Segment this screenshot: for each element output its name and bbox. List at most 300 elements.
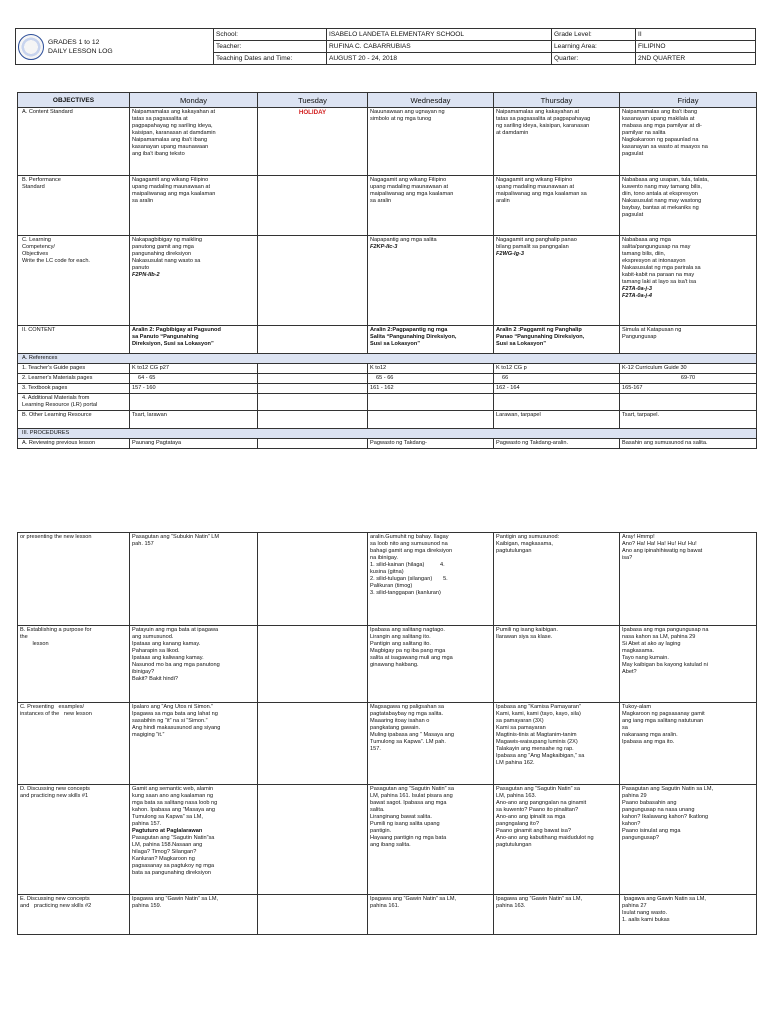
- area-label: Learning Area:: [552, 41, 636, 53]
- cell-thu: Larawan, tarpapel: [494, 411, 620, 429]
- cell-fri: Tsart, tarpapel.: [620, 411, 757, 429]
- competency-wed-text: [370, 237, 491, 244]
- cell-fri: [620, 326, 757, 354]
- text-line: upang madaling maunawaan at: [370, 184, 449, 190]
- table-row: [18, 411, 757, 429]
- text-line: Ilarawan siya sa klase.: [496, 634, 553, 640]
- text-line: Nakasusulat ng mga parirala sa: [622, 265, 701, 271]
- text-line: ang iba't ibang teksto: [132, 151, 185, 157]
- text-line: magiging “it.”: [132, 732, 165, 738]
- cell-tue: [258, 785, 368, 895]
- cell-tue: [258, 384, 368, 394]
- text-line: Nagagamit ang panghalip panao: [496, 237, 577, 243]
- area-value: FILIPINO: [636, 41, 756, 53]
- text-line: at damdamin: [496, 130, 529, 136]
- table-row: [18, 703, 757, 785]
- text-line: and practicing new skills #1: [20, 793, 89, 799]
- text-line: Bakit? Bakit hindi?: [132, 676, 179, 682]
- text-line: tatas sa pagsasalita at: [132, 116, 188, 122]
- text-line: sa aralin: [132, 198, 154, 204]
- quarter-label: Quarter:: [552, 53, 636, 65]
- text-line: hilaga? Timog? Silangan?: [132, 849, 197, 855]
- row-label: [18, 236, 130, 326]
- text-line: sa kuwento? Paano ito pinalitan?: [496, 807, 579, 813]
- cell-wed: 161 - 162: [368, 384, 494, 394]
- text-line: kasanayan sa wasto at maayos na: [622, 144, 708, 150]
- text-line: Nagagamit ang wikang Filipino: [370, 177, 447, 183]
- text-line: ang sumusunod.: [132, 634, 174, 640]
- text-line: ginawang hakbang.: [370, 662, 419, 668]
- cell-mon: [130, 626, 258, 703]
- competency-fri-text: [622, 237, 754, 286]
- text-line: aralin.Gumuhit ng bahay. Ilagay: [370, 534, 449, 540]
- text-line: Standard: [22, 184, 45, 190]
- text-line: Aralin 2:Pagpapantig ng mga: [370, 327, 448, 333]
- text-line: pangkatang gawain.: [370, 725, 421, 731]
- lc-code: F2WG-Ig-3: [496, 251, 524, 257]
- text-line: Ang hindi makasusunod ang siyang: [132, 725, 221, 731]
- col-friday: Friday: [620, 93, 757, 108]
- row-label: or presenting the new lesson: [18, 533, 130, 626]
- cell-mon: [130, 533, 258, 626]
- table-row: [18, 364, 757, 374]
- text-line: baybay, bantas at mekaniks ng: [622, 205, 699, 211]
- text-line: the: [20, 634, 28, 640]
- table-row: [18, 394, 757, 411]
- cell-fri: [620, 533, 757, 626]
- text-line: Naipamamalas ang kakayahan at: [132, 109, 216, 115]
- text-line: Ipabasa ang “Kamisa Pamayaran”: [496, 704, 581, 710]
- text-line: pantigin.: [370, 828, 392, 834]
- cell-tue: [258, 374, 368, 384]
- cell-thu: [494, 785, 620, 895]
- cell-wed: [368, 236, 494, 326]
- text-line: Pantigin ang salitang ito.: [370, 641, 431, 647]
- cell-mon: [130, 895, 258, 935]
- header-logo-cell: [16, 29, 214, 65]
- text-line: Competency/: [22, 244, 55, 250]
- text-line: Direksiyon, Susi sa Lokasyon”: [132, 341, 214, 347]
- cell-wed: [368, 785, 494, 895]
- text-line: Ipagawa sa mga bata ang lahat ng: [132, 711, 218, 717]
- cell-fri: [620, 626, 757, 703]
- row-label: [18, 394, 130, 411]
- text-line: Nagkakaroon ng papaunlad na: [622, 137, 699, 143]
- text-line: Nababasa ang mga: [622, 237, 671, 243]
- cell-tue: [258, 703, 368, 785]
- text-line: C. Learning: [22, 237, 51, 243]
- cell-fri: [620, 176, 757, 236]
- col-wednesday: Wednesday: [368, 93, 494, 108]
- text-line: Kaibigan, magkasama,: [496, 541, 553, 547]
- text-line: Ipalaro ang “Ang Utos ni Simon.”: [132, 704, 214, 710]
- text-line: pah. 157: [132, 541, 154, 547]
- cell-mon: [130, 703, 258, 785]
- text-line: LM pahina 162.: [496, 760, 535, 766]
- cell-wed: [368, 411, 494, 429]
- text-line: Pantigin ang sumusunod:: [496, 534, 560, 540]
- text-line: pagpapahayag ng sariling ideya,: [132, 123, 213, 129]
- cell-fri: [620, 394, 757, 411]
- text-line: Pasagutan ang “Subukin Natin” LM: [132, 534, 220, 540]
- cell-mon: [130, 785, 258, 895]
- text-line: Ano? Ha! Ha! Ha! Hu! Hu! Hu!: [622, 541, 697, 547]
- text-line: Nakasusulat nang wasto sa: [132, 258, 201, 264]
- cell-mon: [130, 108, 258, 176]
- text-line: kaisipan, karanasan at damdamin: [132, 130, 216, 136]
- text-line: Pangungusap: [622, 334, 657, 340]
- content-standard-label: A. Content Standard: [22, 109, 73, 115]
- cell-tue: [258, 176, 368, 236]
- text-line: Ipagawa ang “Gawin Natin” sa LM,: [496, 896, 583, 902]
- text-line: bata sa pangunahing direksiyon: [132, 870, 211, 876]
- text-line: simbolo at ng mga tunog: [370, 116, 432, 122]
- text-line: Palikuran (timog): [370, 583, 413, 589]
- cell-tue: [258, 411, 368, 429]
- text-line: tamang bilis, diin,: [622, 251, 666, 257]
- table-row: [18, 384, 757, 394]
- cell-fri: [620, 785, 757, 895]
- text-line: sa: [622, 725, 628, 731]
- text-line: sa aralin: [370, 198, 392, 204]
- discussing1-mon-text: [132, 786, 255, 828]
- teacher-label: Teacher:: [214, 41, 327, 53]
- text-line: Pasagutan ang “Sagutin Natin”sa: [132, 835, 215, 841]
- cell-thu: [494, 394, 620, 411]
- text-line: Susi sa Lokasyon”: [370, 341, 421, 347]
- text-line: C. Presenting examples/: [20, 704, 85, 710]
- text-line: aralin: [496, 198, 510, 204]
- text-line: Panao “Pangunahing Direksiyon,: [496, 334, 585, 340]
- cell-wed: Pagwasto ng Takdang-: [368, 439, 494, 449]
- row-label: [18, 626, 130, 703]
- cell-mon: [130, 176, 258, 236]
- text-line: Paharapin sa likod.: [132, 648, 180, 654]
- text-line: pagsulat: [622, 151, 644, 157]
- text-line: kabit-kabit na paraan na may: [622, 272, 695, 278]
- text-line: Aray! Hmmp!: [622, 534, 655, 540]
- text-line: Ano-ano ang pangngalan na ginamit: [496, 800, 587, 806]
- text-line: Susi sa Lokasyon”: [496, 341, 547, 347]
- cell-tue: [258, 394, 368, 411]
- text-line: Ipagawa ang Gawin Natin sa LM,: [622, 896, 706, 902]
- text-line: pagtutulungan: [496, 548, 532, 554]
- row-label: A. Reviewing previous lesson: [18, 439, 130, 449]
- text-line: kahon? Ikalawang kahon? Ikatlong: [622, 814, 709, 820]
- lc-code: F2PN-IIb-2: [132, 272, 160, 278]
- header-title-line2: DAILY LESSON LOG: [48, 47, 113, 55]
- text-line: pangungusap?: [622, 835, 660, 841]
- text-line: kung saan ano ang kaalaman ng: [132, 793, 214, 799]
- text-line: Nauunawaan ang ugnayan ng: [370, 109, 445, 115]
- text-line: 4. Additional Materials from: [22, 395, 90, 401]
- table-row: [18, 785, 757, 895]
- text-line: Si Abet at ako ay laging: [622, 641, 681, 647]
- text-line: B. Establishing a purpose for: [20, 627, 92, 633]
- cell-wed: [368, 176, 494, 236]
- text-line: Napapantig ang mga salita: [370, 237, 437, 243]
- text-line: Patayuin ang mga bata at ipagawa: [132, 627, 219, 633]
- text-line: Pasagutan ang “Sagutin Natin” sa: [370, 786, 454, 792]
- school-label: School:: [214, 29, 327, 41]
- discussing1-mon-heading: Pagtuturo at Paglalarawan: [132, 828, 203, 834]
- text-line: Magawis-waisupang luminis (2X): [496, 739, 578, 745]
- text-line: Maaaring itoay isahan o: [370, 718, 430, 724]
- cell-mon: [130, 394, 258, 411]
- text-line: 3. silid-tanggapan (kanluran): [370, 590, 441, 596]
- text-line: Write the LC code for each.: [22, 258, 90, 264]
- text-line: Magtinis-tinis at Magtanim-tanim: [496, 732, 577, 738]
- cell-thu: Pagwasto ng Takdang-aralin.: [494, 439, 620, 449]
- text-line: kahon?: [622, 821, 641, 827]
- text-line: Tumulong sa Kapwa”. LM pah.: [370, 739, 446, 745]
- text-line: Magsagawa ng paligsahan sa: [370, 704, 445, 710]
- text-line: 1. silid-kainan (hilaga) 4.: [370, 562, 445, 568]
- text-line: Tumulong sa Kapwa” sa LM,: [132, 814, 203, 820]
- cell-thu: [494, 326, 620, 354]
- text-line: Tayo nang kumain.: [622, 655, 669, 661]
- cell-thu: 66: [494, 374, 620, 384]
- text-line: salita.: [370, 807, 385, 813]
- text-line: and practicing new skills #2: [20, 903, 92, 909]
- text-line: Simula at Katapusan ng: [622, 327, 682, 333]
- cell-fri: Basahin ang sumusunod na salita.: [620, 439, 757, 449]
- text-line: sasabihin ng “it” na si “Simon.”: [132, 718, 208, 724]
- text-line: Isulat nang wasto.: [622, 910, 668, 916]
- cell-wed: 65 - 66: [368, 374, 494, 384]
- text-line: pahina 159.: [132, 903, 162, 909]
- text-line: Learning Resource (LR) portal: [22, 402, 98, 408]
- text-line: Objectives: [22, 251, 49, 257]
- text-line: Pasagutan ang Sagutin Natin sa LM,: [622, 786, 714, 792]
- text-line: Lirangin ang salitang ito.: [370, 634, 431, 640]
- text-line: kahon. Ipabasa ang “Masaya ang: [132, 807, 216, 813]
- text-line: Ipabasa ang “Ang Magkaibigan,” sa: [496, 753, 585, 759]
- text-line: pamilyar na salita: [622, 130, 666, 136]
- row-label: 3. Textbook pages: [18, 384, 130, 394]
- text-line: nasa kahon sa LM, pahina 29: [622, 634, 696, 640]
- cell-fri: K-12 Curriculum Guide 30: [620, 364, 757, 374]
- row-label: B. Other Learning Resource: [18, 411, 130, 429]
- text-line: mabasa ang mga pamilyar at di-: [622, 123, 702, 129]
- table-row: [18, 626, 757, 703]
- dates-value: AUGUST 20 - 24, 2018: [327, 53, 552, 65]
- cell-wed: [368, 533, 494, 626]
- text-line: Kanluran? Magkaroon ng: [132, 856, 195, 862]
- text-line: maipaliwanag ang mga kaalaman: [132, 191, 216, 197]
- cell-wed: [368, 895, 494, 935]
- text-line: 1. aalis kami bukas: [622, 917, 670, 923]
- text-line: pagsulat: [622, 212, 644, 218]
- competency-mon-text: [132, 237, 255, 272]
- row-label: [18, 176, 130, 236]
- row-label: [18, 703, 130, 785]
- cell-mon: [130, 326, 258, 354]
- text-line: Nakasusulat nang may wastong: [622, 198, 702, 204]
- text-line: pangunahing direksiyon: [132, 251, 192, 257]
- text-line: pahina 163.: [496, 903, 526, 909]
- cell-thu: [494, 626, 620, 703]
- cell-thu: [494, 703, 620, 785]
- text-line: instances of the new lesson: [20, 711, 92, 717]
- col-monday: Monday: [130, 93, 258, 108]
- text-line: LM, pahina 163.: [496, 793, 537, 799]
- text-line: upang madaling maunawaan at: [132, 184, 211, 190]
- text-line: Nagagamit ang wikang Filipino: [132, 177, 209, 183]
- col-thursday: Thursday: [494, 93, 620, 108]
- discussing1-mon-text2: [132, 835, 255, 877]
- cell-thu: [494, 236, 620, 326]
- text-line: Magkaroon ng pagsasanay gamit: [622, 711, 705, 717]
- text-line: Naipamamalas ang kakayahan at: [496, 109, 580, 115]
- text-line: Muling ipabasa ang “ Masaya ang: [370, 732, 454, 738]
- text-line: sa loob nito ang sumusunod na: [370, 541, 448, 547]
- row-label: [18, 785, 130, 895]
- text-line: E. Discussing new concepts: [20, 896, 90, 902]
- text-line: Ano-ano ang kabutihang maidudulot ng: [496, 835, 594, 841]
- text-line: Ano-ano ang ipinalit sa mga: [496, 814, 566, 820]
- cell-mon: 157 - 160: [130, 384, 258, 394]
- text-line: panutong gamit ang mga: [132, 244, 194, 250]
- cell-fri: [620, 703, 757, 785]
- table-row: [18, 326, 757, 354]
- text-line: mga bata sa salitang nasa loob ng: [132, 800, 218, 806]
- text-line: Ipagawa ang “Gawin Natin” sa LM,: [370, 896, 457, 902]
- references-label: A. References: [18, 354, 757, 364]
- grade-label: Grade Level:: [552, 29, 636, 41]
- text-line: Gamit ang semantic web, alamin: [132, 786, 214, 792]
- deped-seal-icon: [18, 34, 44, 60]
- cell-wed: K to12: [368, 364, 494, 374]
- cell-tue: [258, 364, 368, 374]
- text-line: sa pamayaran (3X): [496, 718, 544, 724]
- text-line: Paano ginamit ang bawat isa?: [496, 828, 571, 834]
- text-line: maipaliwanag ang mga kaalaman sa: [496, 191, 587, 197]
- cell-mon: [130, 236, 258, 326]
- col-tuesday: Tuesday: [258, 93, 368, 108]
- text-line: 2. silid-tulugan (silangan) 5.: [370, 576, 448, 582]
- text-line: pangngalang ito?: [496, 821, 539, 827]
- row-label: 1. Teacher's Guide pages: [18, 364, 130, 374]
- cell-fri: [620, 895, 757, 935]
- cell-thu: [494, 108, 620, 176]
- text-line: Liranginang bawat salita.: [370, 814, 432, 820]
- text-line: Ipagawa ang “Gawin Natin” sa LM,: [132, 896, 219, 902]
- text-line: upang madaling maunawaan at: [496, 184, 575, 190]
- table-row: [18, 236, 757, 326]
- cell-thu: [494, 895, 620, 935]
- teacher-value: RUFINA C. CABARRUBIAS: [327, 41, 552, 53]
- text-line: isa?: [622, 555, 633, 561]
- text-line: kasanayan upang makilala at: [622, 116, 695, 122]
- cell-tue: [258, 439, 368, 449]
- text-line: Pumili ng isang kaibigan.: [496, 627, 558, 633]
- cell-mon: Tsart, larawan: [130, 411, 258, 429]
- cell-mon: Paunang Pagtataya: [130, 439, 258, 449]
- grade-value: II: [636, 29, 756, 41]
- cell-wed: [368, 108, 494, 176]
- text-line: Talakayin ang mensahe ng rap.: [496, 746, 574, 752]
- table-row: [18, 354, 757, 364]
- text-line: bilang pamalit sa pangngalan: [496, 244, 569, 250]
- text-line: Pasagutan ang “Sagutin Natin” sa: [496, 786, 580, 792]
- col-objectives: OBJECTIVES: [18, 93, 130, 108]
- text-line: pagtutulungan: [496, 842, 532, 848]
- text-line: Pumili ng isang salita upang: [370, 821, 440, 827]
- text-line: kuwento nang may tamang bilis,: [622, 184, 702, 190]
- text-line: tamang laki at layo sa isa't isa: [622, 279, 697, 285]
- text-line: salita/pangungusap na may: [622, 244, 691, 250]
- text-line: ng sariling ideya, kaisipan, karanasan: [496, 123, 590, 129]
- row-label: 2. Learner's Materials pages: [18, 374, 130, 384]
- text-line: pahina 157.: [132, 821, 162, 827]
- text-line: pagsasanay sa pagtukoy ng mga: [132, 863, 215, 869]
- cell-tue: [258, 626, 368, 703]
- text-line: Tukoy-alam: [622, 704, 652, 710]
- text-line: Ipataas ang kaliwang kamay.: [132, 655, 204, 661]
- text-line: maipaliwanag ang mga kaalaman: [370, 191, 454, 197]
- table-row: [18, 533, 757, 626]
- text-line: pahina 27: [622, 903, 647, 909]
- text-line: kasanayan upang maunawaan: [132, 144, 209, 150]
- text-line: salita at isagawang muli ang mga: [370, 655, 453, 661]
- text-line: LM, pahina 161. Isulat pisara ang: [370, 793, 453, 799]
- table-row: [18, 429, 757, 439]
- text-line: Nakapagbibigay ng maikling: [132, 237, 202, 243]
- text-line: Ano ang ipinahihiwatig ng bawat: [622, 548, 703, 554]
- cell-thu: [494, 533, 620, 626]
- table-row: [18, 374, 757, 384]
- text-line: ekspresyon at intonasyon: [622, 258, 686, 264]
- text-line: ang ibang salita.: [370, 842, 411, 848]
- lesson-table-page2: [17, 532, 757, 935]
- cell-thu: [494, 176, 620, 236]
- text-line: Nababasa ang usapan, tula, talata,: [622, 177, 709, 183]
- text-line: Salita “Pangunahing Direksiyon,: [370, 334, 457, 340]
- cell-fri: [620, 236, 757, 326]
- text-line: pahina 29: [622, 793, 647, 799]
- text-line: Ipabasa ang mga ito.: [622, 739, 675, 745]
- text-line: Paano isinulat ang mga: [622, 828, 681, 834]
- cell-wed: [368, 703, 494, 785]
- text-line: Naipamamalas ang iba't ibang: [132, 137, 208, 143]
- text-line: Paano babasahin ang: [622, 800, 677, 806]
- text-line: D. Discussing new concepts: [20, 786, 90, 792]
- lesson-table-page1: [17, 92, 757, 449]
- competency-thu-text: [496, 237, 617, 251]
- text-line: pagtatabaybay ng mga salita.: [370, 711, 444, 717]
- text-line: Ipataas ang kanang kamay.: [132, 641, 201, 647]
- text-line: B. Performance: [22, 177, 61, 183]
- text-line: Ipabasa ang mga pangungusap na: [622, 627, 709, 633]
- lc-code: F2KP-IIc-3: [370, 244, 398, 250]
- text-line: LM, pahina 158.Nasaan ang: [132, 842, 203, 848]
- table-row: [18, 895, 757, 935]
- text-line: Ipabasa ang salitang nagtago.: [370, 627, 445, 633]
- table-header-row: [18, 93, 757, 108]
- text-line: sa Panuto “Pangunahing: [132, 334, 199, 340]
- text-line: Hayaang pantigin ng mga bata: [370, 835, 447, 841]
- row-label: [18, 108, 130, 176]
- text-line: Nasunod mo ba ang mga panutong: [132, 662, 220, 668]
- holiday-label: HOLIDAY: [298, 109, 327, 116]
- lc-code: F2TA-0a-j-4: [622, 293, 653, 299]
- text-line: tatas sa pagsasalita at pagpapahayag: [496, 116, 591, 122]
- table-row: [18, 439, 757, 449]
- cell-tue: [258, 533, 368, 626]
- cell-wed: [368, 326, 494, 354]
- table-row: [18, 108, 757, 176]
